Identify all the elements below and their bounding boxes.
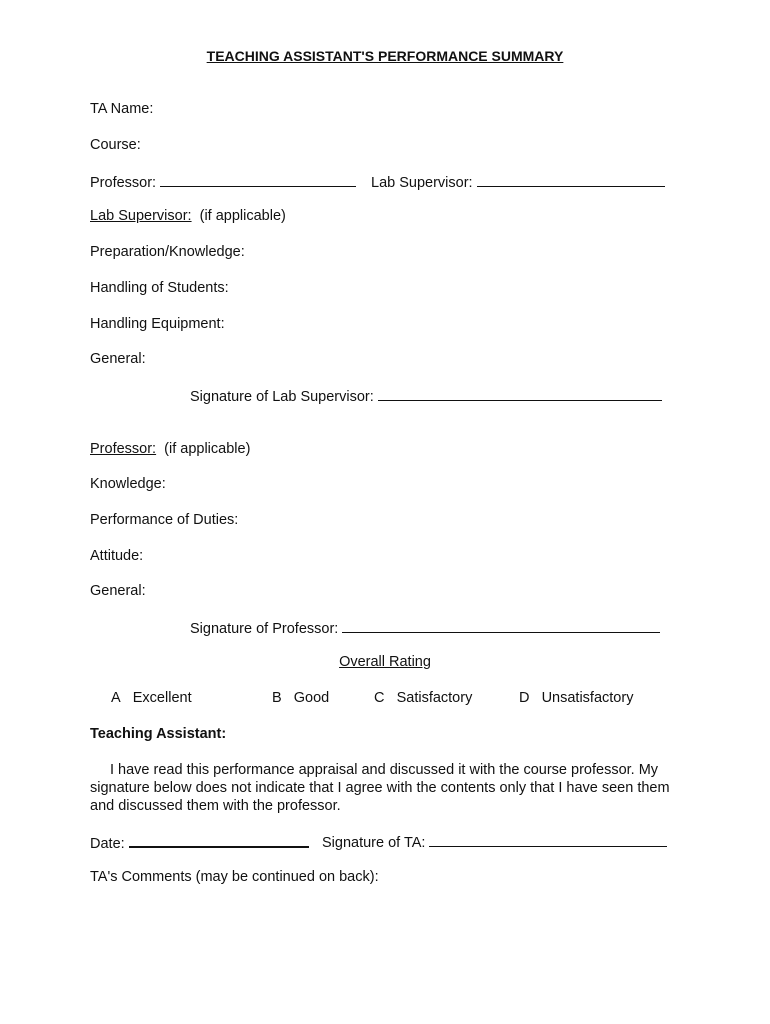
rating-option-b[interactable] xyxy=(272,689,329,707)
lab-field-preparation: Preparation/Knowledge: xyxy=(90,244,245,260)
ta-section-heading: Teaching Assistant: xyxy=(90,726,227,742)
professor-field xyxy=(90,172,356,192)
lab-field-handling-students: Handling of Students: xyxy=(90,280,229,296)
professor-line[interactable] xyxy=(160,172,356,187)
professor-label: Professor: xyxy=(90,175,157,191)
rating-label: Unsatisfactory xyxy=(541,690,634,706)
ta-statement-text: I have read this performance appraisal and discussed it with the course professor. My signature below does not indicate that I agree with the contents only that I have seen them and discussed them with the professor. xyxy=(90,762,670,814)
rating-label: Satisfactory xyxy=(396,690,473,706)
professor-section-note: (if applicable) xyxy=(164,441,251,457)
overall-rating-heading: Overall Rating xyxy=(339,654,431,670)
rating-letter: A xyxy=(111,690,121,706)
date-line[interactable] xyxy=(129,832,309,848)
rating-letter: B xyxy=(272,690,282,706)
date-label: Date: xyxy=(90,836,125,852)
professor-section-title: Professor: xyxy=(90,441,157,457)
ta-statement xyxy=(90,761,690,815)
prof-field-general: General: xyxy=(90,583,146,599)
ta-comments-label: TA's Comments (may be continued on back): xyxy=(90,869,379,885)
lab-section-heading xyxy=(90,207,286,225)
prof-field-performance: Performance of Duties: xyxy=(90,512,239,528)
lab-field-handling-equipment: Handling Equipment: xyxy=(90,316,225,332)
professor-section-heading xyxy=(90,440,250,458)
rating-option-d[interactable] xyxy=(519,689,633,707)
prof-field-attitude: Attitude: xyxy=(90,548,144,564)
ta-signature-label: Signature of TA: xyxy=(322,835,426,851)
form-title: TEACHING ASSISTANT'S PERFORMANCE SUMMARY xyxy=(206,48,564,64)
professor-signature-line[interactable] xyxy=(342,618,660,633)
lab-signature-line[interactable] xyxy=(378,386,662,401)
rating-option-c[interactable] xyxy=(374,689,472,707)
lab-section-note: (if applicable) xyxy=(199,208,286,224)
ta-signature-line[interactable] xyxy=(429,832,667,847)
lab-signature-label: Signature of Lab Supervisor: xyxy=(190,389,374,405)
lab-supervisor-field xyxy=(371,172,665,192)
date-field xyxy=(90,832,309,853)
rating-letter: D xyxy=(519,690,530,706)
lab-supervisor-line[interactable] xyxy=(477,172,665,187)
ta-signature-field xyxy=(322,832,667,852)
professor-signature-label: Signature of Professor: xyxy=(190,621,339,637)
lab-signature-field xyxy=(190,386,662,406)
course-label: Course: xyxy=(90,137,141,153)
lab-supervisor-label: Lab Supervisor: xyxy=(371,175,473,191)
lab-section-title: Lab Supervisor: xyxy=(90,208,192,224)
rating-letter: C xyxy=(374,690,385,706)
rating-label: Good xyxy=(293,690,330,706)
professor-signature-field xyxy=(190,618,660,638)
lab-field-general: General: xyxy=(90,351,146,367)
rating-label: Excellent xyxy=(132,690,192,706)
ta-name-label: TA Name: xyxy=(90,101,154,117)
rating-option-a[interactable] xyxy=(111,689,192,707)
prof-field-knowledge: Knowledge: xyxy=(90,476,166,492)
